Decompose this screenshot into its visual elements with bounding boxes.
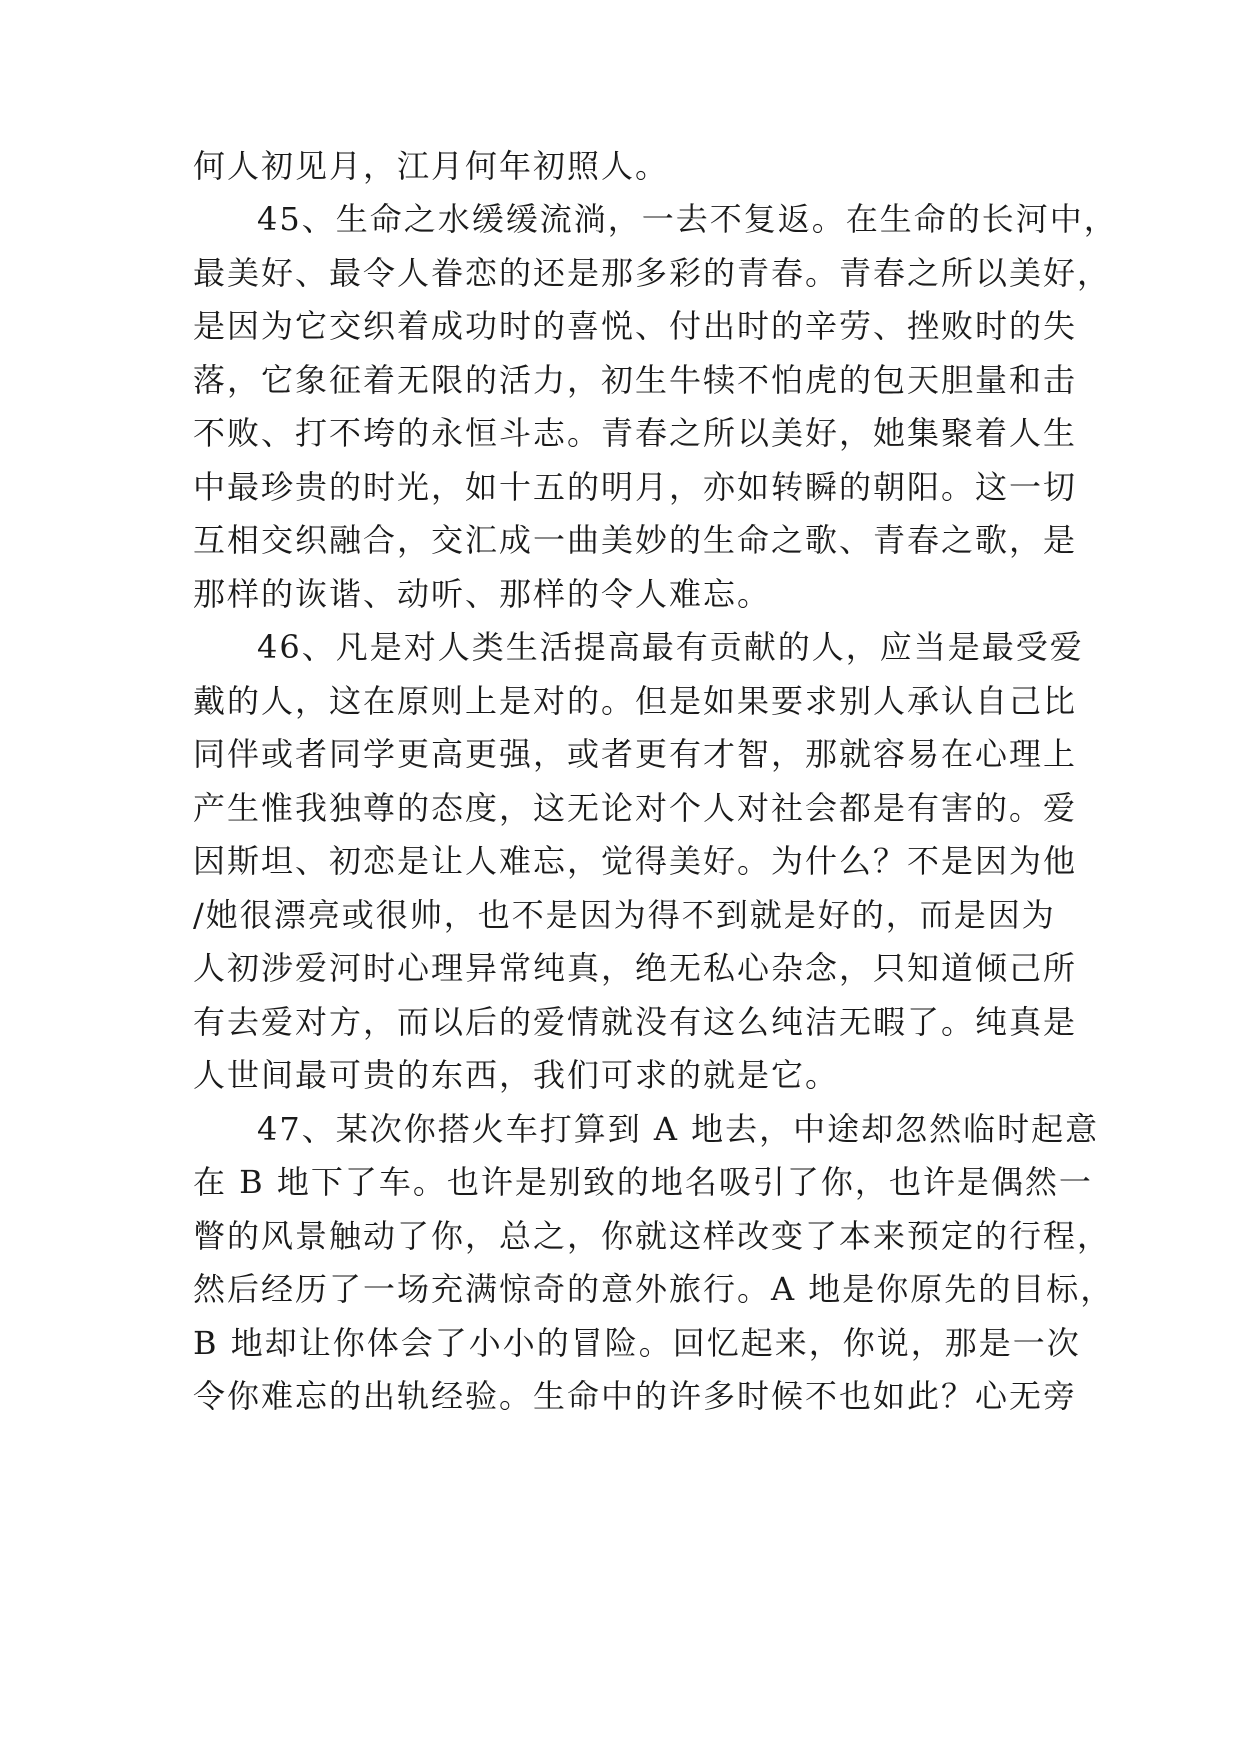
paragraph-47-start: 47、某次你搭火车打算到 A 地去，中途却忽然临时起意 bbox=[257, 1110, 1100, 1148]
text-line: 同伴或者同学更高更强，或者更有才智，那就容易在心理上 bbox=[193, 735, 1078, 773]
paragraph-45-start: 45、生命之水缓缓流淌，一去不复返。在生命的长河中， bbox=[257, 200, 1118, 238]
text-line: 互相交织融合，交汇成一曲美妙的生命之歌、青春之歌，是 bbox=[193, 521, 1078, 559]
text-line: 人初涉爱河时心理异常纯真，绝无私心杂念，只知道倾己所 bbox=[193, 949, 1078, 987]
text-line: 有去爱对方，而以后的爱情就没有这么纯洁无暇了。纯真是 bbox=[193, 1003, 1078, 1041]
text-line: 何人初见月，江月何年初照人。 bbox=[193, 147, 670, 185]
text-line: 然后经历了一场充满惊奇的意外旅行。A 地是你原先的目标， bbox=[193, 1270, 1115, 1308]
text-line: 是因为它交织着成功时的喜悦、付出时的辛劳、挫败时的失 bbox=[193, 307, 1078, 345]
text-line: 产生惟我独尊的态度，这无论对个人对社会都是有害的。爱 bbox=[193, 789, 1078, 827]
text-line: 那样的诙谐、动听、那样的令人难忘。 bbox=[193, 575, 772, 613]
text-line: 落，它象征着无限的活力，初生牛犊不怕虎的包天胆量和击 bbox=[193, 361, 1078, 399]
text-line: B 地却让你体会了小小的冒险。回忆起来，你说，那是一次 bbox=[193, 1324, 1081, 1362]
text-line: 中最珍贵的时光，如十五的明月，亦如转瞬的朝阳。这一切 bbox=[193, 468, 1078, 506]
text-line: 瞥的风景触动了你，总之，你就这样改变了本来预定的行程， bbox=[193, 1217, 1112, 1255]
text-line: 令你难忘的出轨经验。生命中的许多时候不也如此？心无旁 bbox=[193, 1377, 1078, 1415]
text-line: 戴的人，这在原则上是对的。但是如果要求别人承认自己比 bbox=[193, 682, 1078, 720]
text-line: 在 B 地下了车。也许是别致的地名吸引了你，也许是偶然一 bbox=[193, 1163, 1093, 1201]
text-line: /她很漂亮或很帅，也不是因为得不到就是好的，而是因为 bbox=[193, 896, 1056, 934]
paragraph-46-start: 46、凡是对人类生活提高最有贡献的人，应当是最受爱 bbox=[257, 628, 1084, 666]
text-line: 因斯坦、初恋是让人难忘，觉得美好。为什么？不是因为他 bbox=[193, 842, 1078, 880]
text-line: 不败、打不垮的永恒斗志。青春之所以美好，她集聚着人生 bbox=[193, 414, 1078, 452]
text-line: 人世间最可贵的东西，我们可求的就是它。 bbox=[193, 1056, 840, 1094]
text-line: 最美好、最令人眷恋的还是那多彩的青春。青春之所以美好， bbox=[193, 254, 1112, 292]
